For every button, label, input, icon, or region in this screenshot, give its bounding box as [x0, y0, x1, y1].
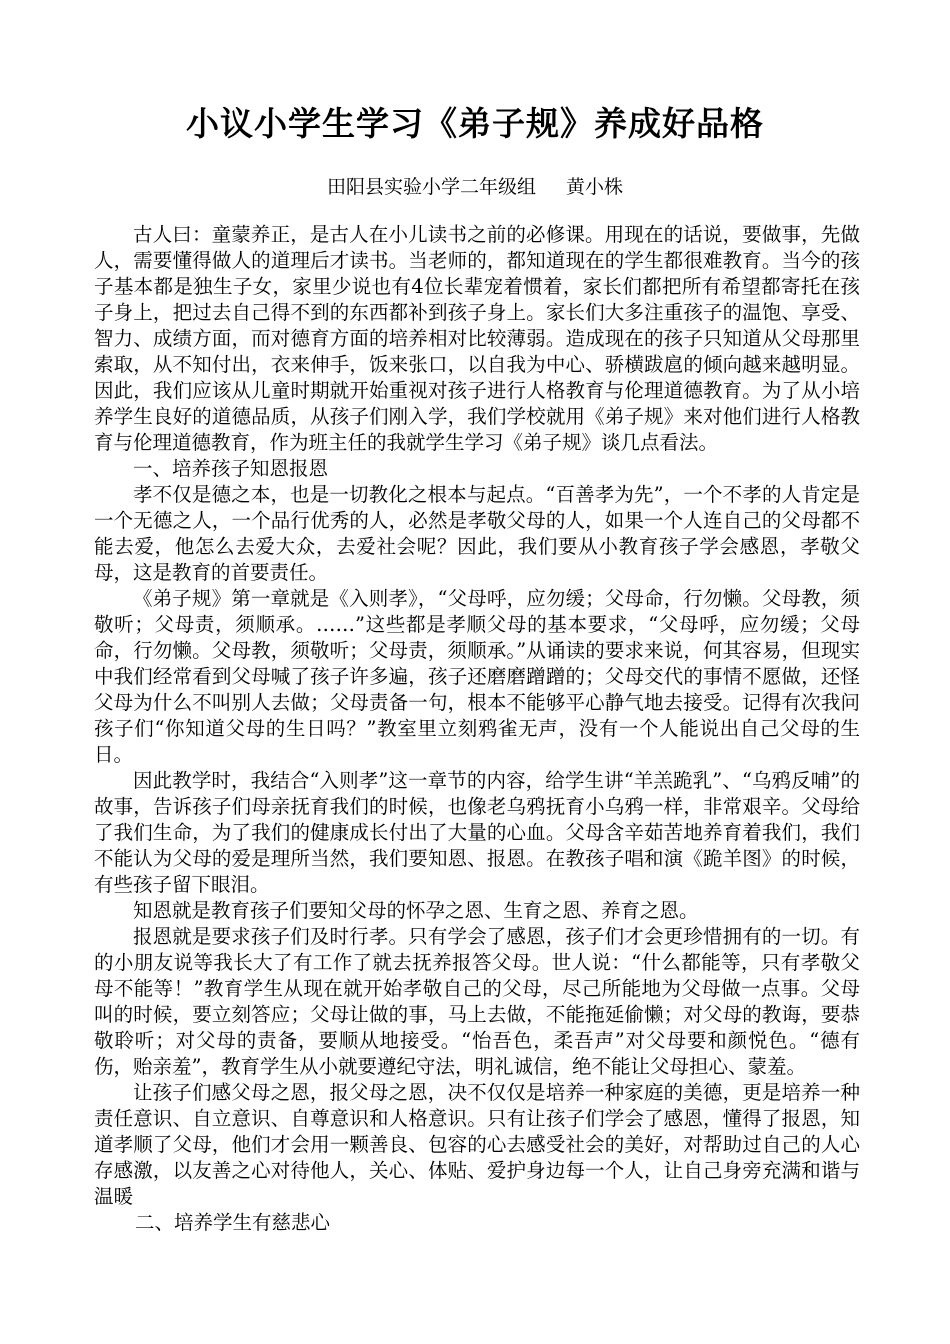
section-heading-1: 一、培养孩子知恩报恩 [133, 457, 329, 480]
byline-org: 田阳县实验小学二年级组 [326, 176, 536, 198]
paragraph: 因此教学时，我结合“入则孝”这一章节的内容，给学生讲“羊羔跪乳”、“乌鸦反哺”的故事，告诉孩子们母亲抚育我们的时候，也像老乌鸦抚育小乌鸦一样，非常艰辛。父母给了我们生命，为了我们的健康成长付出了大量的心血。父母含辛茹苦地养育着我们，我们不能认为父母的爱是理所当然，我们要知恩、报恩。在教孩子唱和演《跪羊图》的时候，有些孩子留下眼泪。 [94, 769, 860, 896]
paragraph: 知恩就是教育孩子们要知父母的怀孕之恩、生育之恩、养育之恩。 [133, 899, 699, 922]
document-title: 小议小学生学习《弟子规》养成好品格 [186, 104, 764, 143]
section-heading-2: 二、培养学生有慈悲心 [134, 1211, 330, 1234]
paragraph: 孝不仅是德之本，也是一切教化之根本与起点。“百善孝为先”，一个不孝的人肯定是一个无德之人，一个品行优秀的人，必然是孝敬父母的人，如果一个人连自己的父母都不能去爱，他怎么去爱大众，去爱社会呢？因此，我们要从小教育孩子学会感恩，孝敬父母，这是教育的首要责任。 [94, 483, 860, 584]
document-body [94, 222, 860, 1236]
paragraph: 让孩子们感父母之恩，报父母之恩，决不仅仅是培养一种家庭的美德，更是培养一种责任意识、自立意识、自尊意识和人格意识。只有让孩子们学会了感恩，懂得了报恩，知道孝顺了父母，他们才会用一颗善良、包容的心去感受社会的美好，对帮助过自己的人心存感激，以友善之心对待他人，关心、体贴、爱护身边每一个人，让自己身旁充满和谐与温暖 [94, 1081, 860, 1208]
paragraph: 报恩就是要求孩子们及时行孝。只有学会了感恩，孩子们才会更珍惜拥有的一切。有的小朋友说等我长大了有工作了就去抚养报答父母。世人说：“什么都能等，只有孝敬父母不能等！”教育学生从现在就开始孝敬自己的父母，尽己所能地为父母做一点事。父母叫的时候，要立刻答应；父母让做的事，马上去做，不能拖延偷懒；对父母的教诲，要恭敬聆听；对父母的责备，要顺从地接受。“怡吾色，柔吾声”对父母要和颜悦色。“德有伤，贻亲羞”，教育学生从小就要遵纪守法，明礼诚信，绝不能让父母担心、蒙羞。 [94, 925, 860, 1078]
paragraph: 《弟子规》第一章就是《入则孝》，“父母呼，应勿缓；父母命，行勿懒。父母教，须敬听；父母责，须顺承。……”这些都是孝顺父母的基本要求，“父母呼，应勿缓；父母命，行勿懒。父母教，须敬听；父母责，须顺承。”从诵读的要求来说，何其容易，但现实中我们经常看到父母喊了孩子许多遍，孩子还磨磨蹭蹭的；父母交代的事情不愿做，还怪父母为什么不叫别人去做；父母责备一句，根本不能够平心静气地去接受。记得有次我问孩子们“你知道父母的生日吗？”教室里立刻鸦雀无声，没有一个人能说出自己父母的生日。 [94, 587, 860, 766]
byline-author: 黄小株 [566, 176, 624, 198]
paragraph-intro: 古人曰：童蒙养正，是古人在小儿读书之前的必修课。用现在的话说，要做事，先做人，需要懂得做人的道理后才读书。当老师的，都知道现在的学生都很难教育。当今的孩子基本都是独生子女，家里少说也有4位长辈宠着惯着，家长们都把所有希望都寄托在孩子身上，把过去自己得不到的东西都补到孩子身上。家长们大多注重孩子的温饱、享受、智力、成绩方面，而对德育方面的培养相对比较薄弱。造成现在的孩子只知道从父母那里索取，从不知付出，衣来伸手，饭来张口，以自我为中心、骄横跋扈的倾向越来越明显。因此，我们应该从儿童时期就开始重视对孩子进行人格教育与伦理道德教育。为了从小培养学生良好的道德品质，从孩子们刚入学，我们学校就用《弟子规》来对他们进行人格教育与伦理道德教育，作为班主任的我就学生学习《弟子规》谈几点看法。 [94, 223, 860, 454]
byline [0, 174, 950, 200]
